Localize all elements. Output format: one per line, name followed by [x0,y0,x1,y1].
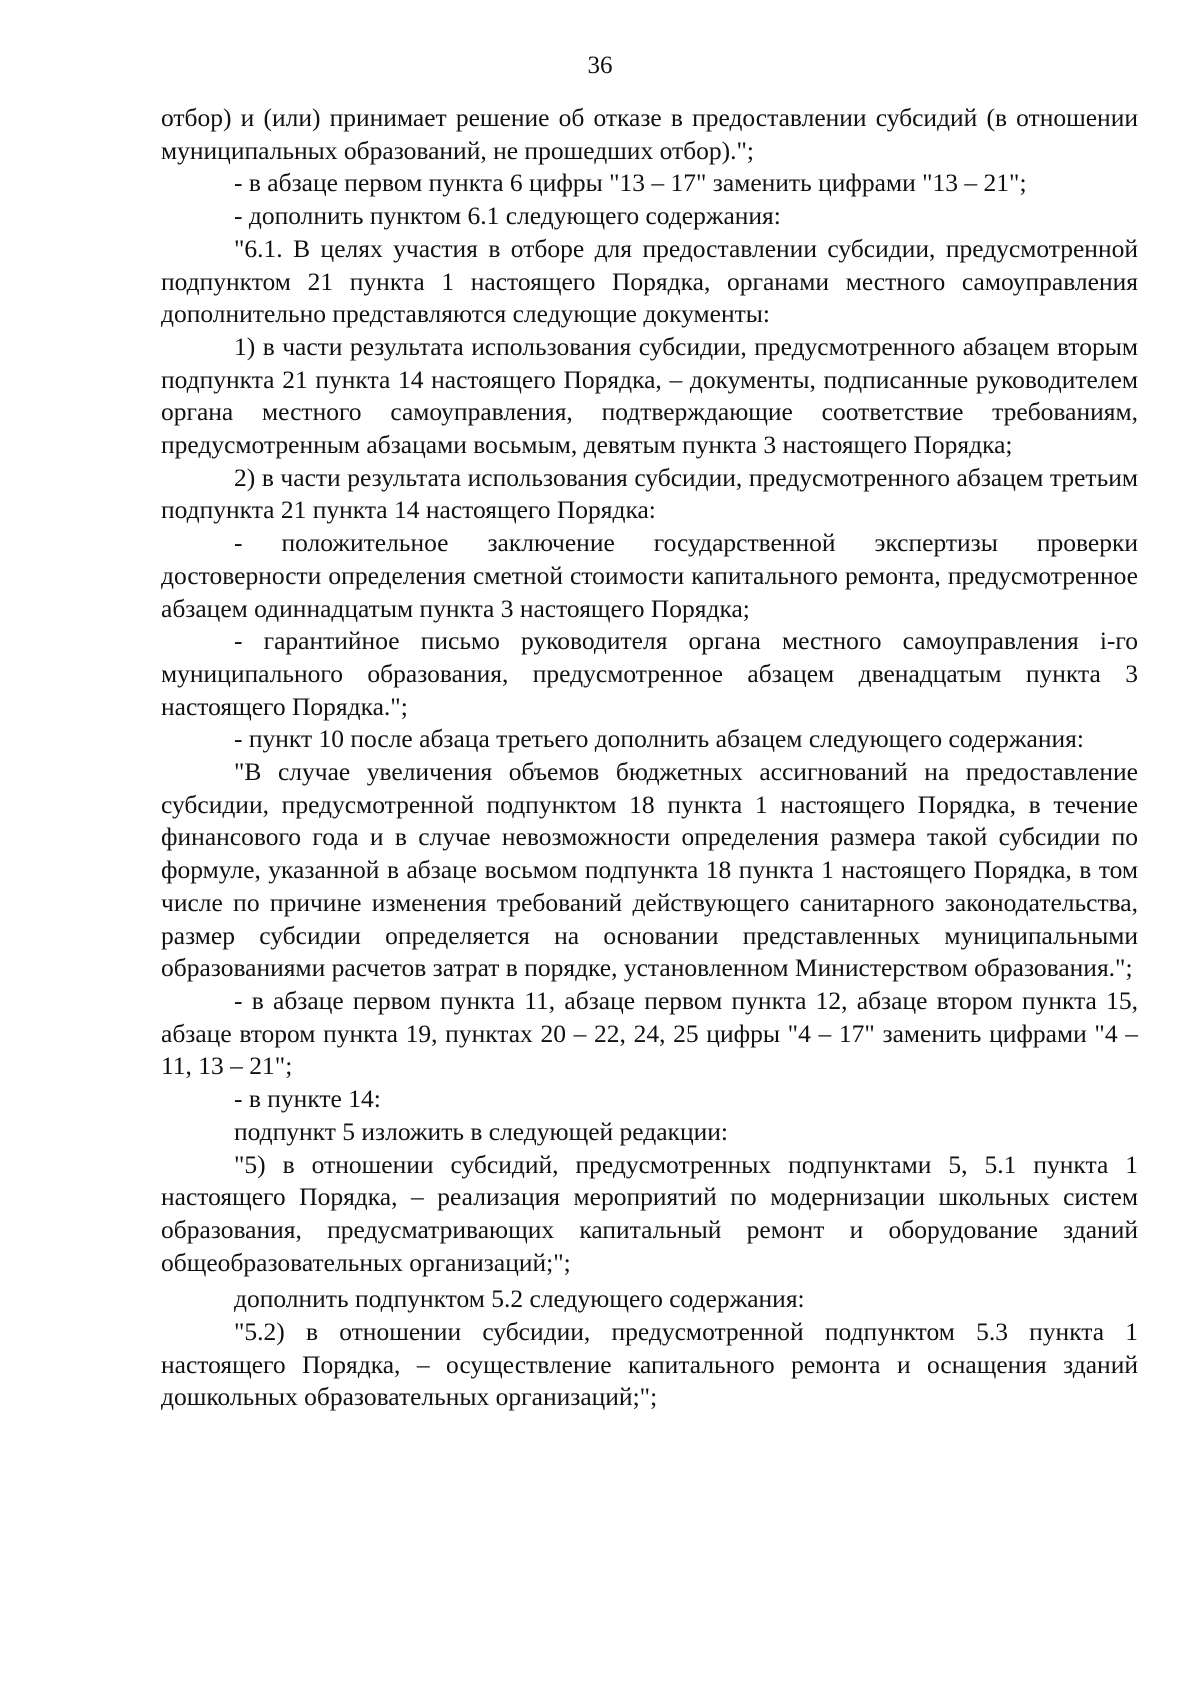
paragraph-item-14: - в пункте 14: [234,1084,381,1114]
paragraph-add-5-2: дополнить подпунктом 5.2 следующего содержания: [234,1284,805,1314]
paragraph-6-1-sub-1: 1) в части результата использования субсидии, предусмотренного абзацем вторым подпункта 21 пункта 14 настоящего Порядка, – документы, подписанные руководителем органа местного самоуправления, подтверждающие соответствие требованиям, предусмотренным абзацами восьмым, девятым пункта 3 настоящего Порядка; [161,331,1138,460]
paragraph-add-6-1: - дополнить пунктом 6.1 следующего содержания: [234,201,781,231]
paragraph-subitem-5-2-text: "5.2) в отношении субсидии, предусмотренной подпунктом 5.3 пункта 1 настоящего Порядка, – осуществление капитального ремонта и оснащения зданий дошкольных образовательных организаций;"; [161,1317,1138,1412]
paragraph-item-6-digits: - в абзаце первом пункта 6 цифры "13 – 17" заменить цифрами "13 – 21"; [234,168,1027,198]
paragraph-expertise: - положительное заключение государственной экспертизы проверки достоверности определения сметной стоимости капитального ремонта, предусмотренное абзацем одиннадцатым пункта 3 настоящего Порядка; [161,528,1138,623]
document-body [161,102,1138,1414]
paragraph-6-1-text: "6.1. В целях участия в отборе для предоставлении субсидии, предусмотренной подпунктом 21 пункта 1 настоящего Порядка, органами местного самоуправления дополнительно представляются следующие документы: [161,233,1138,329]
paragraph-guarantee-letter: - гарантийное письмо руководителя органа местного самоуправления i-го муниципального образования, предусмотренное абзацем двенадцатым пункта 3 настоящего Порядка."; [161,626,1138,721]
paragraph-6-1-sub-2: 2) в части результата использования субсидии, предусмотренного абзацем третьим подпункта 21 пункта 14 настоящего Порядка: [161,462,1138,525]
paragraph-subitem-5-text: "5) в отношении субсидий, предусмотренных подпунктами 5, 5.1 пункта 1 настоящего Порядка, – реализация мероприятий по модернизации школьных систем образования, предусматривающих капитальный ремонт и оборудование зданий общеобразовательных организаций;"; [161,1149,1138,1277]
paragraph-item-10: - пункт 10 после абзаца третьего дополнить абзацем следующего содержания: [234,724,1084,754]
paragraph-budget-increase: "В случае увеличения объемов бюджетных ассигнований на предоставление субсидии, предусмотренной подпунктом 18 пункта 1 настоящего Порядка, в течение финансового года и в случае невозможности определения размера такой субсидии по формуле, указанной в абзаце восьмом подпункта 18 пункта 1 настоящего Порядка, в том числе по причине изменения требований действующего санитарного законодательства, размер субсидии определяется на основании представленных муниципальными образованиями расчетов затрат в порядке, установленном Министерством образования."; [161,757,1138,983]
paragraph-subitem-5-edit: подпункт 5 изложить в следующей редакции: [234,1116,728,1146]
paragraph-digits-replace: - в абзаце первом пункта 11, абзаце первом пункта 12, абзаце втором пункта 15, абзаце втором пункта 19, пунктах 20 – 22, 24, 25 цифры "4 – 17" заменить цифрами "4 – 11, 13 – 21"; [161,985,1138,1081]
page-number: 36 [587,52,613,79]
paragraph-continuation: отбор) и (или) принимает решение об отказе в предоставлении субсидий (в отношении муниципальных образований, не прошедших отбор)."; [161,103,1138,165]
